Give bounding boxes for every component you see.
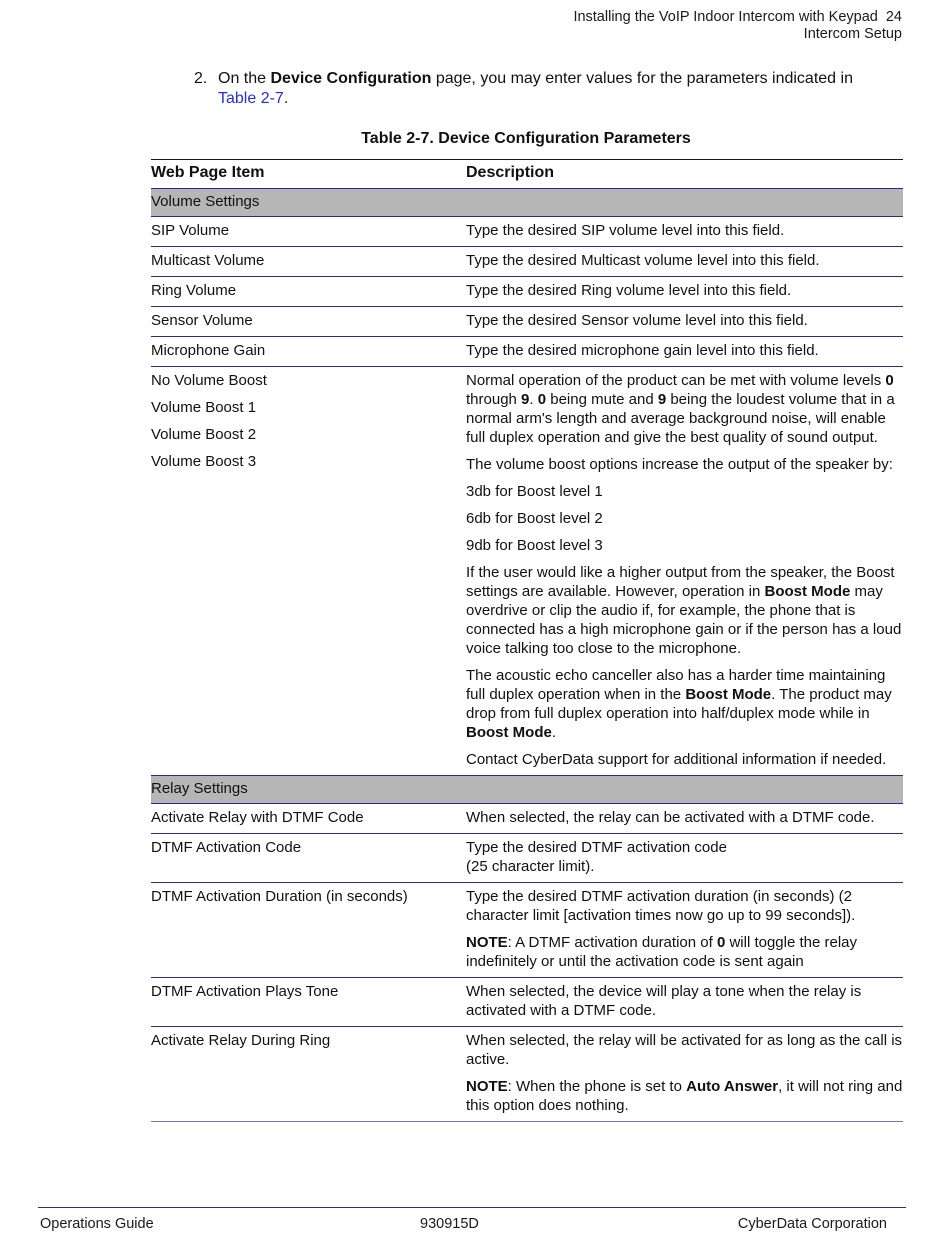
table-row [151, 1027, 903, 1122]
section-row-relay [151, 776, 903, 804]
item-cell: DTMF Activation Duration (in seconds) [151, 883, 466, 978]
table-row [151, 978, 903, 1027]
boost-item: Volume Boost 3 [151, 453, 257, 470]
boost-item: Volume Boost 2 [151, 426, 257, 443]
description-cell [466, 367, 903, 776]
footer-center: 930915D [420, 1216, 479, 1232]
description-cell: Type the desired DTMF activation duration (in seconds) (2 character limit [activation times now go up to 99 seconds]). NOTE: A DTMF activation duration of 0 will toggle the relay indefinitely or until the activation code is sent again [466, 883, 903, 978]
boost-paragraph-options: The volume boost options increase the output of the speaker by: [466, 456, 893, 473]
footer-left: Operations Guide [40, 1216, 154, 1232]
boost-paragraph-higher-output: If the user would like a higher output from the speaker, the Boost settings are available. However, operation in Boost Mode may overdrive or clip the audio if, for example, the phone that is connected has a high microphone gain or if the person has a loud voice talking too close to the microphone. [466, 564, 902, 657]
step-2 [194, 69, 894, 109]
item-cell: Multicast Volume [151, 247, 466, 277]
boost-level: 6db for Boost level 2 [466, 510, 603, 527]
item-cell: DTMF Activation Code [151, 834, 466, 883]
item-cell: Activate Relay During Ring [151, 1027, 466, 1122]
note: NOTE: When the phone is set to Auto Answer, it will not ring and this option does nothing. [466, 1078, 903, 1114]
item-cell: SIP Volume [151, 217, 466, 247]
description-cell: When selected, the relay can be activated with a DTMF code. [466, 804, 903, 834]
table-row [151, 883, 903, 978]
table-caption: Table 2-7. Device Configuration Parameters [361, 130, 691, 147]
description-cell: Type the desired Multicast volume level into this field. [466, 247, 903, 277]
description-cell: Type the desired microphone gain level into this field. [466, 337, 903, 367]
table-row [151, 337, 903, 367]
item-cell: Activate Relay with DTMF Code [151, 804, 466, 834]
boost-paragraph-echo: The acoustic echo canceller also has a harder time maintaining full duplex operation when in the Boost Mode. The product may drop from full duplex operation into half/duplex mode while in Boost Mode. [466, 667, 892, 741]
table-header-row [151, 160, 903, 189]
boost-level: 9db for Boost level 3 [466, 537, 603, 554]
item-cell: Sensor Volume [151, 307, 466, 337]
description-cell: Type the desired Sensor volume level into this field. [466, 307, 903, 337]
step-number: 2. [194, 70, 208, 87]
table-row-volume-boost [151, 367, 903, 776]
table-row [151, 217, 903, 247]
section-title: Relay Settings [151, 776, 903, 804]
description-cell: When selected, the relay will be activated for as long as the call is active. NOTE: When the phone is set to Auto Answer, it will not ring and this option does nothing. [466, 1027, 903, 1122]
table-row [151, 834, 903, 883]
boost-paragraph-contact: Contact CyberData support for additional information if needed. [466, 751, 887, 768]
step-text: On the Device Configuration page, you may enter values for the parameters indicated in Table 2-7. [218, 70, 853, 107]
footer-right: CyberData Corporation [737, 1216, 887, 1232]
section-row-volume [151, 189, 903, 217]
device-configuration-term: Device Configuration [270, 70, 432, 87]
table-row [151, 804, 903, 834]
description-cell: Type the desired Ring volume level into this field. [466, 277, 903, 307]
table-2-7-link[interactable]: Table 2-7 [218, 90, 284, 107]
item-cell: Ring Volume [151, 277, 466, 307]
description-cell: When selected, the device will play a tone when the relay is activated with a DTMF code. [466, 978, 903, 1027]
boost-paragraph-normal: Normal operation of the product can be met with volume levels 0 through 9. 0 being mute and 9 being the loudest volume that in a normal arm's length and average background noise, will enable full duplex operation and give the best quality of sound output. [466, 372, 895, 446]
table-row [151, 307, 903, 337]
device-configuration-table [151, 159, 903, 1122]
boost-item: No Volume Boost [151, 372, 267, 389]
page-header [573, 9, 902, 43]
item-cell: Microphone Gain [151, 337, 466, 367]
boost-level: 3db for Boost level 1 [466, 483, 603, 500]
header-subtitle: Intercom Setup [803, 26, 902, 42]
page-number: 24 [885, 9, 902, 25]
column-header-item: Web Page Item [151, 160, 466, 189]
note: NOTE: A DTMF activation duration of 0 will toggle the relay indefinitely or until the activation code is sent again [466, 934, 858, 970]
section-title: Volume Settings [151, 189, 903, 217]
table-row [151, 247, 903, 277]
footer-divider [38, 1207, 906, 1208]
header-line-1 [573, 9, 902, 26]
table-row [151, 277, 903, 307]
column-header-description: Description [466, 160, 903, 189]
item-cell [151, 367, 466, 776]
description-cell: Type the desired DTMF activation code (25 character limit). [466, 834, 903, 883]
description-cell: Type the desired SIP volume level into this field. [466, 217, 903, 247]
header-title: Installing the VoIP Indoor Intercom with Keypad [573, 9, 878, 25]
item-cell: DTMF Activation Plays Tone [151, 978, 466, 1027]
boost-item: Volume Boost 1 [151, 399, 257, 416]
